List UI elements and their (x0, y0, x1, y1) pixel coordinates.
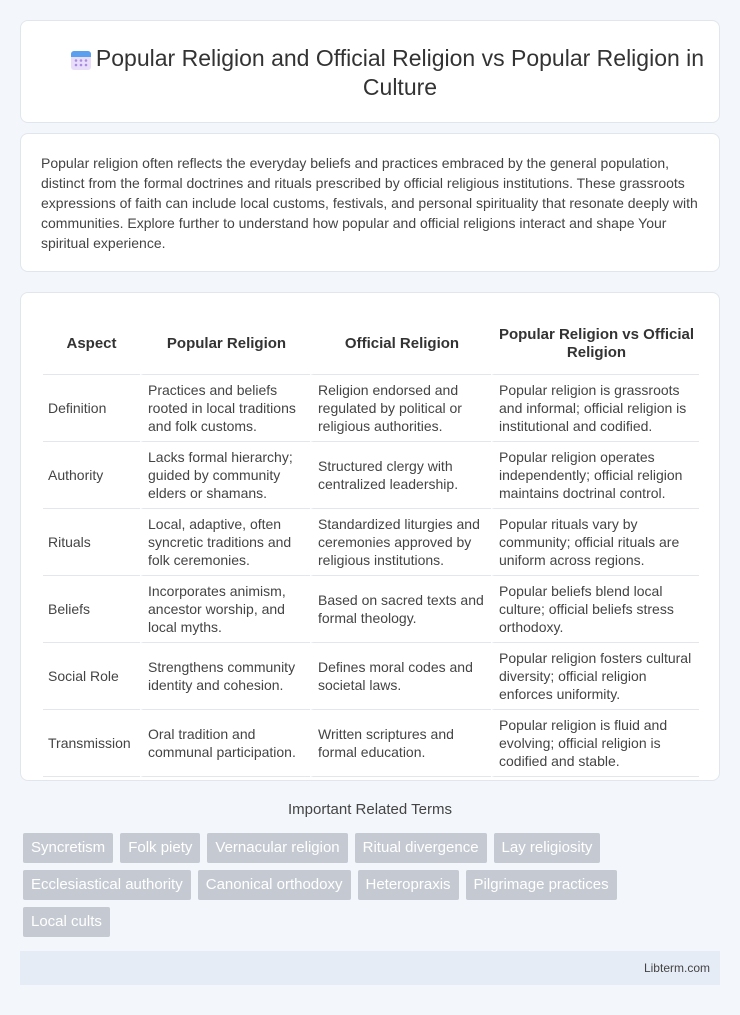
tag-ecclesiastical-authority[interactable]: Ecclesiastical authority (23, 870, 191, 900)
cell-popular: Strengthens community identity and cohesion. (140, 643, 310, 710)
cell-official: Structured clergy with centralized leadership. (310, 442, 491, 509)
header-official-religion: Official Religion (310, 313, 491, 375)
cell-official: Defines moral codes and societal laws. (310, 643, 491, 710)
tag-heteropraxis[interactable]: Heteropraxis (358, 870, 459, 900)
tag-folk-piety[interactable]: Folk piety (120, 833, 200, 863)
footer-site-link[interactable]: Libterm.com (643, 961, 710, 975)
intro-paragraph: Popular religion often reflects the everyday beliefs and practices embraced by the general population, distinct from the formal doctrines and rituals prescribed by official religious institutions. These grassroots expressions of faith can include local customs, festivals, and personal spirituality that resonate deeply with communities. Explore further to understand how popular and official religions interact and shape Your spiritual experience. (41, 155, 698, 251)
page-title: Popular Religion and Official Religion vs Popular Religion in Culture (95, 45, 705, 100)
table-row (43, 710, 699, 777)
cell-aspect: Beliefs (43, 576, 140, 643)
table-header-row (43, 313, 699, 375)
related-terms-list (23, 833, 703, 937)
header-aspect: Aspect (43, 313, 140, 375)
tag-canonical-orthodoxy[interactable]: Canonical orthodoxy (198, 870, 351, 900)
table-row (43, 375, 699, 442)
comparison-table-card (20, 292, 720, 781)
calendar-icon (69, 48, 93, 72)
tag-ritual-divergence[interactable]: Ritual divergence (355, 833, 487, 863)
cell-official: Standardized liturgies and ceremonies approved by religious institutions. (310, 509, 491, 576)
cell-popular: Incorporates animism, ancestor worship, and local myths. (140, 576, 310, 643)
cell-official: Religion endorsed and regulated by political or religious authorities. (310, 375, 491, 442)
comparison-table (43, 313, 699, 777)
cell-comparison: Popular religion is fluid and evolving; official religion is codified and stable. (491, 710, 699, 777)
tag-pilgrimage-practices[interactable]: Pilgrimage practices (466, 870, 617, 900)
intro-card (20, 133, 720, 272)
cell-popular: Practices and beliefs rooted in local traditions and folk customs. (140, 375, 310, 442)
cell-comparison: Popular religion is grassroots and informal; official religion is institutional and codified. (491, 375, 699, 442)
cell-aspect: Definition (43, 375, 140, 442)
table-row (43, 509, 699, 576)
footer (20, 951, 720, 985)
cell-official: Written scriptures and formal education. (310, 710, 491, 777)
cell-comparison: Popular rituals vary by community; official rituals are uniform across regions. (491, 509, 699, 576)
table-row (43, 576, 699, 643)
table-row (43, 643, 699, 710)
cell-popular: Local, adaptive, often syncretic traditions and folk ceremonies. (140, 509, 310, 576)
tag-vernacular-religion[interactable]: Vernacular religion (207, 833, 347, 863)
cell-aspect: Authority (43, 442, 140, 509)
related-terms-title: Important Related Terms (288, 801, 452, 818)
tag-local-cults[interactable]: Local cults (23, 907, 110, 937)
header-card (20, 20, 720, 123)
cell-popular: Lacks formal hierarchy; guided by community elders or shamans. (140, 442, 310, 509)
cell-aspect: Social Role (43, 643, 140, 710)
cell-aspect: Transmission (43, 710, 140, 777)
cell-aspect: Rituals (43, 509, 140, 576)
cell-comparison: Popular religion operates independently; official religion maintains doctrinal control. (491, 442, 699, 509)
tag-syncretism[interactable]: Syncretism (23, 833, 113, 863)
table-row (43, 442, 699, 509)
cell-comparison: Popular beliefs blend local culture; official beliefs stress orthodoxy. (491, 576, 699, 643)
header-comparison: Popular Religion vs Official Religion (491, 313, 699, 375)
cell-comparison: Popular religion fosters cultural diversity; official religion enforces uniformity. (491, 643, 699, 710)
cell-official: Based on sacred texts and formal theology. (310, 576, 491, 643)
cell-popular: Oral tradition and communal participation. (140, 710, 310, 777)
tag-lay-religiosity[interactable]: Lay religiosity (494, 833, 601, 863)
header-popular-religion: Popular Religion (140, 313, 310, 375)
